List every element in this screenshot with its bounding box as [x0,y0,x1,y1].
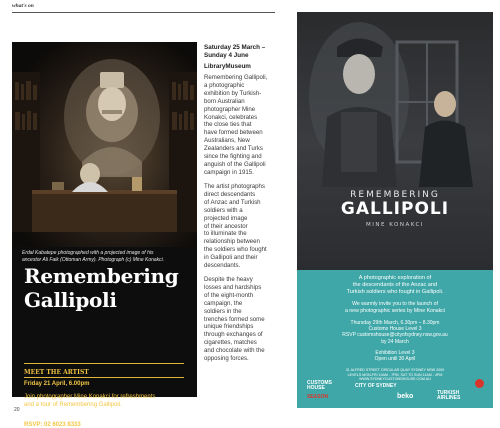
body-line: cigarettes, matches [204,339,257,347]
logo-season: SEASON [307,394,329,400]
exhibit-line: Open until 30 April [374,356,416,363]
body-line: exhibition by Turkish- [204,89,262,97]
body-line: opposing forces. [204,355,249,363]
body-line: have formed between [204,129,263,137]
body-line: soldiers with a [204,206,243,214]
body-line: and chocolate with the [204,347,265,355]
launch-line: Customs House Level 3 [368,326,422,333]
body-line: anguish of the Gallipoli [204,160,266,168]
venue: LibraryMuseum [204,63,251,70]
intro-line: the descendants of the Anzac and [352,282,438,288]
title-line: Remembering [24,264,179,288]
body-line: of Anzac and Turkish [204,198,261,206]
meet-heading: MEET THE ARTIST [24,369,89,376]
poster-exhibition [297,350,493,362]
event-date: Friday 21 April, 6.00pm [24,381,90,387]
date-line: Sunday 4 June [204,52,249,59]
address-line: LEVELS MON-FRI 10AM - 7PM, SAT TO SUN 11AM - 4PM [347,372,443,377]
body-line: photographer Mine [204,105,256,113]
event-description [24,393,192,409]
body-line: Zealanders and Turks [204,145,263,153]
body-line: born Australian [204,97,245,105]
address-line: WWW.SYDNEYCUSTOMSHOUSE.COM.AU [359,377,431,382]
exhibition-poster [297,12,493,408]
poster-intro [297,275,493,296]
sponsor-logos [307,379,487,403]
desc-line: Join photographer Mine Konakci for refreshments [24,394,156,400]
launch-line: RSVP customshouse@cityofsydney.nsw.gov.au [342,332,448,339]
body-line: trenches formed some [204,315,265,323]
body-line: projected image [204,214,248,222]
divider [24,363,184,364]
intro-line: Turkish soldiers who fought in Gallipoli. [346,289,444,295]
body-line: to illuminate the [204,230,247,238]
intro-line: A photographic exploration of [358,275,432,281]
body-line: Konakci, celebrates [204,113,258,121]
date-line: Saturday 25 March – [204,44,266,51]
invite-line: We warmly invite you to the launch of [352,301,438,307]
body-line: relationship between [204,238,260,246]
poster-invite [297,301,493,314]
invite-line: a new photographic series by Mine Konakci [344,307,446,314]
logo-red-circle-icon [475,379,484,388]
poster-artist: MINE KONAKCI [366,222,424,228]
logo-turkish-airlines: TURKISH AIRLINES [437,390,461,401]
body-line: direct descendants [204,190,256,198]
poster-launch [297,320,493,345]
header-rule [12,12,275,13]
body-line: campaign in 1915. [204,168,254,176]
rsvp-phone: RSVP: 02 6023 8333 [24,422,81,428]
divider [24,377,184,378]
launch-line: by 24 March [381,338,409,345]
poster-title-main: GALLIPOLI [340,199,450,219]
body-line: Despite the heavy [204,276,253,283]
logo-customs-house: CUSTOMS HOUSE [307,380,332,391]
body-paragraph-1 [204,74,288,177]
poster-photo [297,12,493,272]
body-line: the close ties that [204,121,252,129]
exhibition-dates [204,44,286,60]
body-line: losses and hardships [204,283,262,291]
poster-illustration [297,12,493,272]
photo-illustration [12,42,197,247]
body-line: in Gallipoli and their [204,254,258,262]
body-line: unique friendships [204,323,254,331]
exhibit-line: Exhibition Level 3 [375,350,415,356]
body-line: of their ancestor [204,222,248,230]
feature-photo [12,42,197,247]
page-number: 20 [14,407,20,413]
body-line: through exchanges of [204,331,263,339]
logo-beko: beko [397,393,414,400]
desc-line: and a tour of Remembering Gallipoli. [24,402,122,408]
launch-line: Thursday 29th March, 6.30pm – 8.30pm [350,320,440,326]
body-line: Australians, New [204,137,250,145]
body-paragraph-2 [204,183,288,270]
logo-city-of-sydney: CITY OF SYDNEY [355,383,397,389]
poster-title-top: REMEMBERING [350,190,440,200]
body-line: a photographic [204,81,245,89]
title-line: Gallipoli [24,288,117,312]
body-line: soldiers in the [204,307,242,315]
section-label: what's on [12,3,34,9]
body-line: of the eight-month [204,291,254,299]
body-line: descendants. [204,262,241,270]
photo-caption [22,250,192,263]
caption-line: ancestor Ali Faik (Ottoman Army). Photograph (c) Mine Konakci. [22,256,165,263]
feature-title [24,264,194,312]
body-line: Remembering Gallipoli, [204,74,268,81]
body-line: since the fighting and [204,153,262,161]
body-line: The artist photographs [204,183,265,190]
address-line: 31 ALFRED STREET CIRCULAR QUAY SYDNEY NSW 2000 [345,368,445,372]
body-paragraph-3 [204,276,288,363]
caption-line: Erdal Kabatepe photographed with a projected image of his [22,250,154,256]
body-line: the soldiers who fought [204,246,267,254]
body-line: campaign, the [204,299,243,307]
